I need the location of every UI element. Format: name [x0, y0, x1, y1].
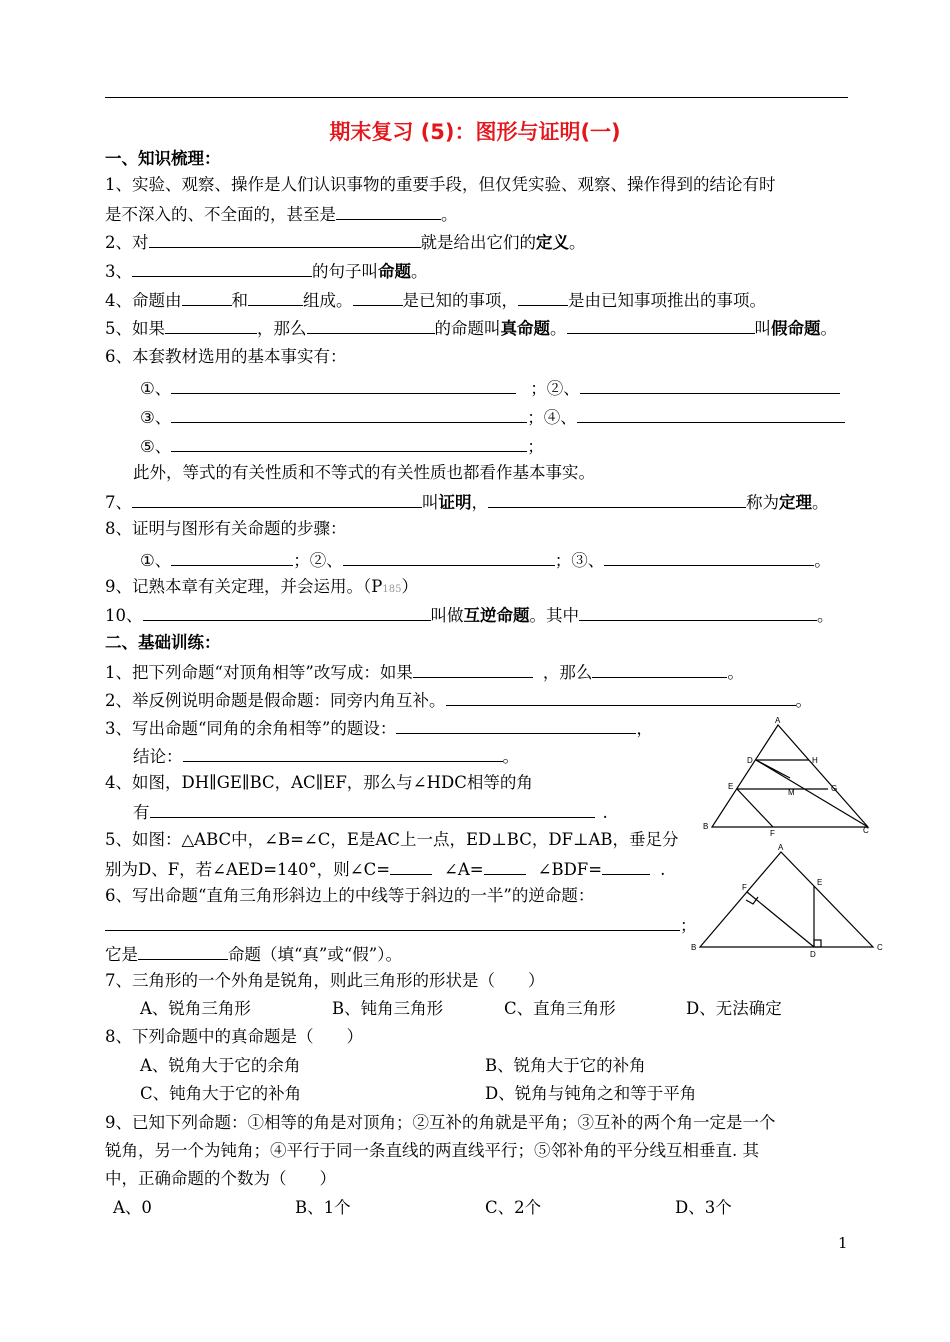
q7-option-d[interactable]: D、无法确定: [686, 999, 782, 1018]
q9-option-d[interactable]: D、3个: [675, 1198, 732, 1217]
item3-line: [105, 259, 428, 283]
fact-5-label: ⑤、: [140, 437, 172, 456]
fig2-right-angle-f: [746, 897, 758, 904]
item7-bold-1: 证明: [438, 493, 472, 512]
q5-blank-1[interactable]: [390, 857, 432, 875]
item1-text: 是不深入的、不全面的，甚至是: [105, 205, 336, 224]
q6-blank[interactable]: [105, 913, 680, 931]
step-2-blank[interactable]: [343, 548, 555, 566]
item9-line: [105, 576, 418, 601]
item2-blank[interactable]: [149, 230, 421, 248]
q2-text: 2、举反例说明命题是假命题：同旁内角互补。: [105, 691, 446, 710]
fact-4-label: ④、: [543, 408, 577, 427]
fig2-label-d: D: [810, 950, 816, 958]
q3-blank-1[interactable]: [396, 716, 636, 734]
fig1-line-dg: [756, 760, 790, 778]
q7-option-b[interactable]: B、钝角三角形: [332, 999, 444, 1018]
fact-2-blank[interactable]: [580, 376, 840, 394]
fact-3-label: ③、: [140, 408, 172, 427]
q9-line-b: 锐角，另一个为钝角；④平行于同一条直线的两直线平行；⑤邻补角的平分线互相垂直. 其: [105, 1141, 759, 1160]
item7-text-d: 称为: [746, 493, 779, 512]
fact-5-semi: ；: [527, 437, 544, 456]
item7-end: 。: [812, 493, 829, 512]
fact-3-semi: ；: [527, 408, 544, 427]
fact-1-semi: ；: [530, 379, 547, 398]
q2-line: [105, 688, 812, 712]
q1-blank-2[interactable]: [592, 660, 727, 678]
item10-text-a: 10、: [105, 606, 143, 625]
item5-bold-2: 假命题: [771, 319, 821, 338]
q8-option-b[interactable]: B、锐角大于它的补角: [485, 1056, 646, 1075]
fig1-label-b: B: [703, 822, 709, 831]
q1-end: 。: [727, 663, 744, 682]
item2-line: [105, 230, 586, 254]
q5-line-a: 5、如图：△ABC中，∠B=∠C，E是AC上一点，ED⊥BC，DF⊥AB，垂足分: [105, 830, 679, 849]
fig1-label-m: M: [788, 788, 795, 797]
fig1-label-c: C: [863, 826, 869, 835]
q9-option-c[interactable]: C、2个: [485, 1198, 542, 1217]
q8-option-c[interactable]: C、钝角大于它的补角: [140, 1084, 302, 1103]
section2-heading: 二、基础训练：: [105, 633, 221, 652]
fact-1-label: ①、: [140, 379, 172, 398]
q7-option-c[interactable]: C、直角三角形: [504, 999, 616, 1018]
fig2-label-a: A: [778, 843, 784, 852]
item1-end: 。: [441, 205, 458, 224]
fig2-line-df: [747, 892, 814, 947]
q3-blank-2[interactable]: [183, 744, 503, 762]
fact-4-blank[interactable]: [577, 405, 845, 423]
item1-line-b: [105, 202, 458, 226]
step-3-blank[interactable]: [604, 548, 814, 566]
fig2-right-angle-d: [814, 940, 821, 947]
figure-2-triangle: [688, 840, 893, 958]
item2-bold: 定义: [536, 233, 569, 252]
fig2-label-b: B: [691, 943, 697, 952]
q5-text-1: 别为D、F，若∠AED=140°，则∠C=: [105, 860, 391, 879]
q6-semi: ；: [680, 916, 697, 935]
q9-option-b[interactable]: B、1个: [295, 1198, 351, 1217]
fact-row-3: [140, 434, 544, 458]
q9-option-a[interactable]: A、0: [113, 1198, 152, 1217]
q7-line: 7、三角形的一个外角是锐角，则此三角形的形状是（ ）: [105, 971, 545, 990]
item3-text-b: 的句子叫: [312, 262, 378, 281]
fig2-label-f: F: [742, 883, 747, 892]
item5-text-e: 叫: [754, 319, 771, 338]
item9-text: 9、记熟本章有关定理，并会运用。（P: [105, 577, 383, 596]
fact-row-2: [140, 405, 845, 429]
item4-blank-4[interactable]: [518, 288, 568, 306]
q9-line-a: 9、已知下列命题：①相等的角是对顶角；②互补的角就是平角；③互补的两个角一定是一个: [105, 1113, 776, 1132]
fig1-line-ef: [737, 789, 773, 827]
q3-conclusion-line: [133, 744, 519, 768]
fig1-label-a: A: [775, 716, 781, 725]
item7-line: [105, 490, 829, 514]
item4-text-d: 是已知的事项，: [402, 291, 518, 310]
item4-line: [105, 288, 766, 312]
q4-line-a: 4、如图，DH∥GE∥BC，AC∥EF，那么与∠HDC相等的角: [105, 773, 533, 792]
item1-line-a: 1、实验、观察、操作是人们认识事物的重要手段，但仅凭实验、观察、操作得到的结论有时: [105, 175, 776, 194]
item4-text-b: 和: [231, 291, 248, 310]
item7-blank-2[interactable]: [488, 490, 746, 508]
item5-text-c: 的命题叫: [434, 319, 501, 338]
item5-end: 。: [820, 319, 837, 338]
q6-text-d: 命题（填“真”或“假”）。: [228, 945, 402, 964]
item3-blank[interactable]: [132, 259, 312, 277]
fig2-triangle-abc: [700, 852, 873, 947]
q1-line: [105, 660, 744, 684]
page-number: 1: [838, 1234, 848, 1252]
q6-line-a: 6、写出命题“直角三角形斜边上的中线等于斜边的一半”的逆命题：: [105, 886, 595, 905]
item5-blank-1[interactable]: [165, 316, 257, 334]
item10-line: [105, 603, 834, 627]
item10-blank-2[interactable]: [579, 603, 817, 621]
item3-end: 。: [411, 262, 428, 281]
item7-text-c: ，: [471, 493, 488, 512]
fact-3-blank[interactable]: [171, 405, 527, 423]
q8-line: 8、下列命题中的真命题是（ ）: [105, 1027, 363, 1046]
item10-text-c: 。其中: [529, 606, 579, 625]
q5-text-2: ∠A=: [444, 860, 484, 879]
q6-text-c: 它是: [105, 945, 138, 964]
item4-text-c: 组成。: [303, 291, 353, 310]
q1-text: 1、把下列命题“对顶角相等”改写成：如果: [105, 663, 413, 682]
item8-line: 8、证明与图形有关命题的步骤：: [105, 519, 347, 538]
fig1-label-e: E: [728, 782, 734, 791]
item5-line: [105, 316, 837, 340]
item6-line: 6、本套教材选用的基本事实有：: [105, 347, 347, 366]
q4-line-b: [133, 800, 608, 824]
item5-text-a: 5、如果: [105, 319, 165, 338]
fig1-triangle-abc: [712, 725, 868, 827]
item9-end: ）: [401, 577, 418, 596]
fig1-label-g: G: [831, 784, 838, 793]
item2-end: 。: [569, 233, 586, 252]
item2-text-b: 就是给出它们的: [420, 233, 536, 252]
q3-text: 3、写出命题“同角的余角相等”的题设：: [105, 719, 397, 738]
fact-row-1: [140, 376, 840, 400]
q3-end: 。: [502, 747, 519, 766]
q5-text-3: ∠BDF=: [537, 860, 603, 879]
item7-text-b: 叫: [422, 493, 439, 512]
item4-blank-2[interactable]: [248, 288, 303, 306]
fact-5-blank[interactable]: [171, 434, 527, 452]
q2-blank[interactable]: [446, 688, 796, 706]
fig1-label-h: H: [812, 756, 818, 765]
q4-end: .: [602, 803, 608, 822]
q1-blank-1[interactable]: [413, 660, 533, 678]
item5-text-d: 。: [550, 319, 567, 338]
item3-bold: 命题: [378, 262, 411, 281]
item5-bold-1: 真命题: [500, 319, 550, 338]
item1-blank[interactable]: [336, 202, 441, 220]
step-1-blank[interactable]: [171, 548, 293, 566]
fig2-label-c: C: [877, 943, 883, 952]
q4-text-b: 有: [133, 803, 150, 822]
q3-comma: ，: [636, 719, 653, 738]
step-3-label: ；③、: [554, 551, 605, 570]
q5-blank-3[interactable]: [602, 857, 650, 875]
page-title: 期末复习 (5)：图形与证明(一): [329, 120, 621, 144]
figure-1-triangle: [700, 715, 880, 840]
fact-2-label: ②、: [546, 379, 580, 398]
step-2-label: ；②、: [293, 551, 343, 570]
fig1-label-f: F: [770, 829, 775, 838]
q3-line: [105, 716, 653, 740]
q6-blank-2[interactable]: [138, 942, 228, 960]
section1-heading: 一、知识梳理：: [105, 149, 221, 168]
item4-blank-1[interactable]: [182, 288, 232, 306]
fig2-label-e: E: [817, 878, 823, 887]
steps-row: [140, 548, 831, 572]
item7-blank-1[interactable]: [132, 490, 422, 508]
item9-page-ref: 185: [382, 584, 402, 595]
q6-line-c: [105, 942, 402, 966]
step-1-label: ①、: [140, 551, 172, 570]
item10-text-b: 叫做: [430, 606, 464, 625]
item4-blank-3[interactable]: [353, 288, 403, 306]
item6-note: 此外，等式的有关性质和不等式的有关性质也都看作基本事实。: [133, 463, 595, 482]
item10-end: 。: [817, 606, 834, 625]
item4-text-a: 4、命题由: [105, 291, 182, 310]
q8-option-d[interactable]: D、锐角与钝角之和等于平角: [485, 1084, 697, 1103]
q8-option-a[interactable]: A、锐角大于它的余角: [140, 1056, 301, 1075]
q2-end: 。: [795, 691, 812, 710]
header-rule: [105, 97, 848, 98]
q9-line-c: 中，正确命题的个数为（ ）: [105, 1169, 336, 1188]
item2-text: 2、对: [105, 233, 149, 252]
q1-text-b: ，那么: [542, 663, 593, 682]
item5-text-b: ，那么: [257, 319, 307, 338]
item5-blank-3[interactable]: [567, 316, 755, 334]
item4-text-e: 是由已知事项推出的事项。: [568, 291, 766, 310]
item7-text-a: 7、: [105, 493, 132, 512]
item5-blank-2[interactable]: [307, 316, 435, 334]
q5-end: .: [660, 860, 666, 879]
steps-end: 。: [814, 551, 831, 570]
fact-1-blank[interactable]: [171, 376, 516, 394]
q4-blank[interactable]: [150, 800, 595, 818]
q6-line-b: [105, 913, 697, 937]
item7-bold-2: 定理: [779, 493, 812, 512]
q7-option-a[interactable]: A、锐角三角形: [140, 999, 251, 1018]
fig1-line-dc: [756, 760, 868, 827]
item3-text: 3、: [105, 262, 132, 281]
q5-blank-2[interactable]: [484, 857, 526, 875]
item10-blank-1[interactable]: [143, 603, 431, 621]
q5-line-b: [105, 857, 665, 881]
item10-bold: 互逆命题: [463, 606, 530, 625]
q3-text-b: 结论：: [133, 747, 183, 766]
fig1-label-d: D: [747, 756, 753, 765]
